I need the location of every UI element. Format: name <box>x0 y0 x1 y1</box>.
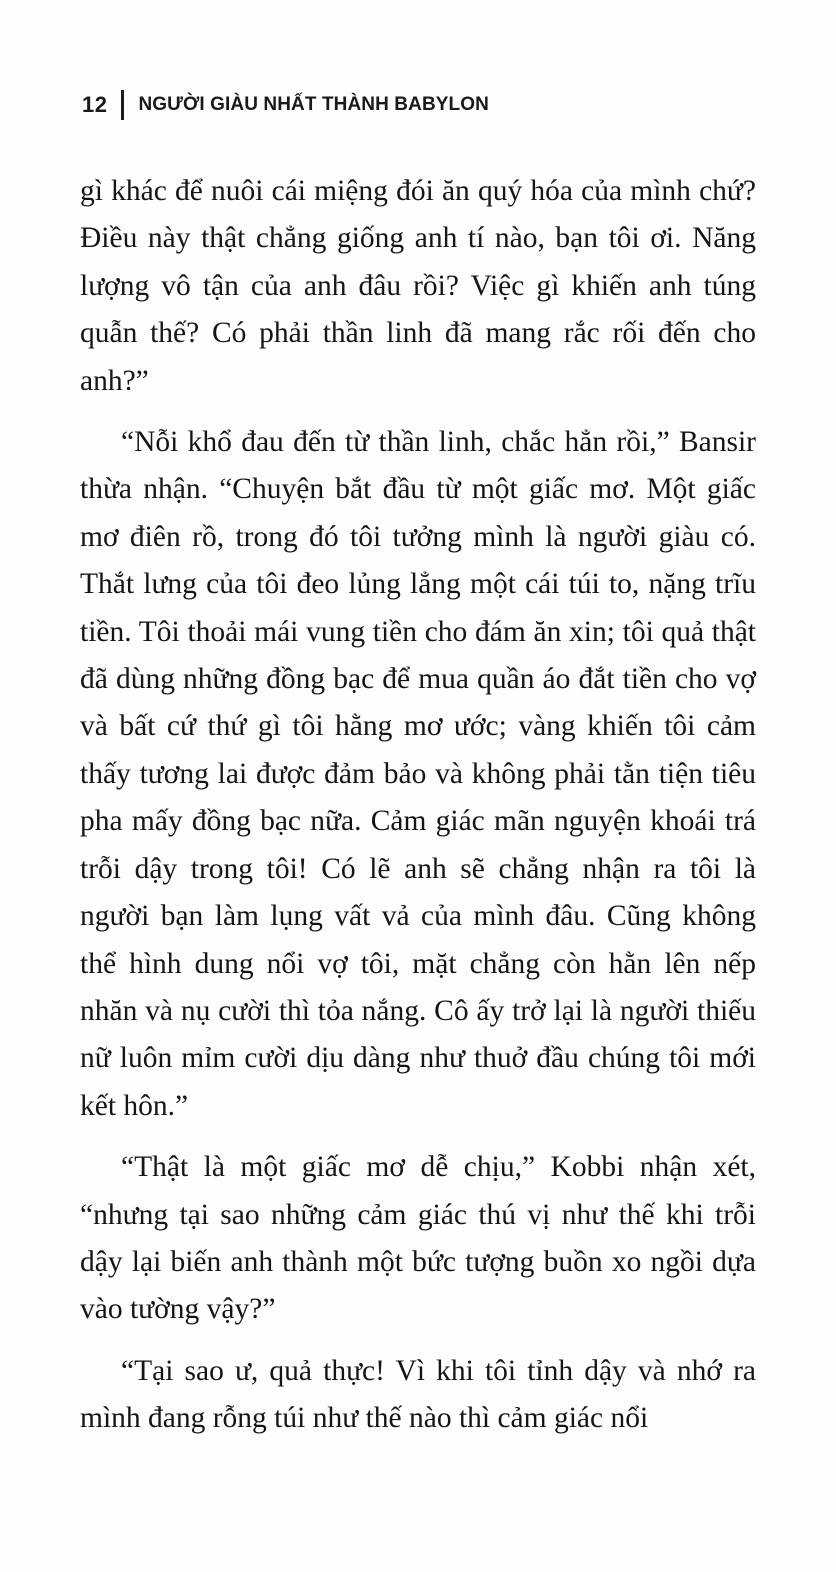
paragraph-bansir-dream: “Nỗi khổ đau đến từ thần linh, chắc hẳn rồi,” Bansir thừa nhận. “Chuyện bắt đầu từ một giấc mơ. Một giấc mơ điên rồ, trong đó tôi tưởng mình là người giàu có. Thắt lưng của tôi đeo lủng lẳng một cái túi to, nặng trĩu tiền. Tôi thoải mái vung tiền cho đám ăn xin; tôi quả thật đã dùng những đồng bạc để mua quần áo đắt tiền cho vợ và bất cứ thứ gì tôi hằng mơ ước; vàng khiến tôi cảm thấy tương lai được đảm bảo và không phải tằn tiện tiêu pha mấy đồng bạc nữa. Cảm giác mãn nguyện khoái trá trỗi dậy trong tôi! Có lẽ anh sẽ chẳng nhận ra tôi là người bạn làm lụng vất vả của mình đâu. Cũng không thể hình dung nổi vợ tôi, mặt chẳng còn hằn lên nếp nhăn và nụ cười thì tỏa nắng. Cô ấy trở lại là người thiếu nữ luôn mỉm cười dịu dàng như thuở đầu chúng tôi mới kết hôn.” <box>80 426 756 1122</box>
running-title: NGƯỜI GIÀU NHẤT THÀNH BABYLON <box>138 94 489 115</box>
header-divider <box>121 90 124 120</box>
paragraph-continuation: gì khác để nuôi cái miệng đói ăn quý hóa của mình chứ? Điều này thật chẳng giống anh tí nào, bạn tôi ơi. Năng lượng vô tận của anh đâu rồi? Việc gì khiến anh túng quẫn thế? Có phải thần linh đã mang rắc rối đến cho anh?” <box>80 175 756 397</box>
paragraph-bansir-reply: “Tại sao ư, quả thực! Vì khi tôi tỉnh dậy và nhớ ra mình đang rỗng túi như thế nào thì cảm giác nổi <box>80 1354 756 1435</box>
paragraph-kobbi-remark: “Thật là một giấc mơ dễ chịu,” Kobbi nhận xét, “nhưng tại sao những cảm giác thú vị như thế khi trỗi dậy lại biến anh thành một bức tượng buồn xo ngồi dựa vào tường vậy?” <box>80 1151 756 1326</box>
page-header <box>82 88 489 122</box>
page-number: 12 <box>82 92 108 117</box>
body-text <box>80 168 756 1443</box>
